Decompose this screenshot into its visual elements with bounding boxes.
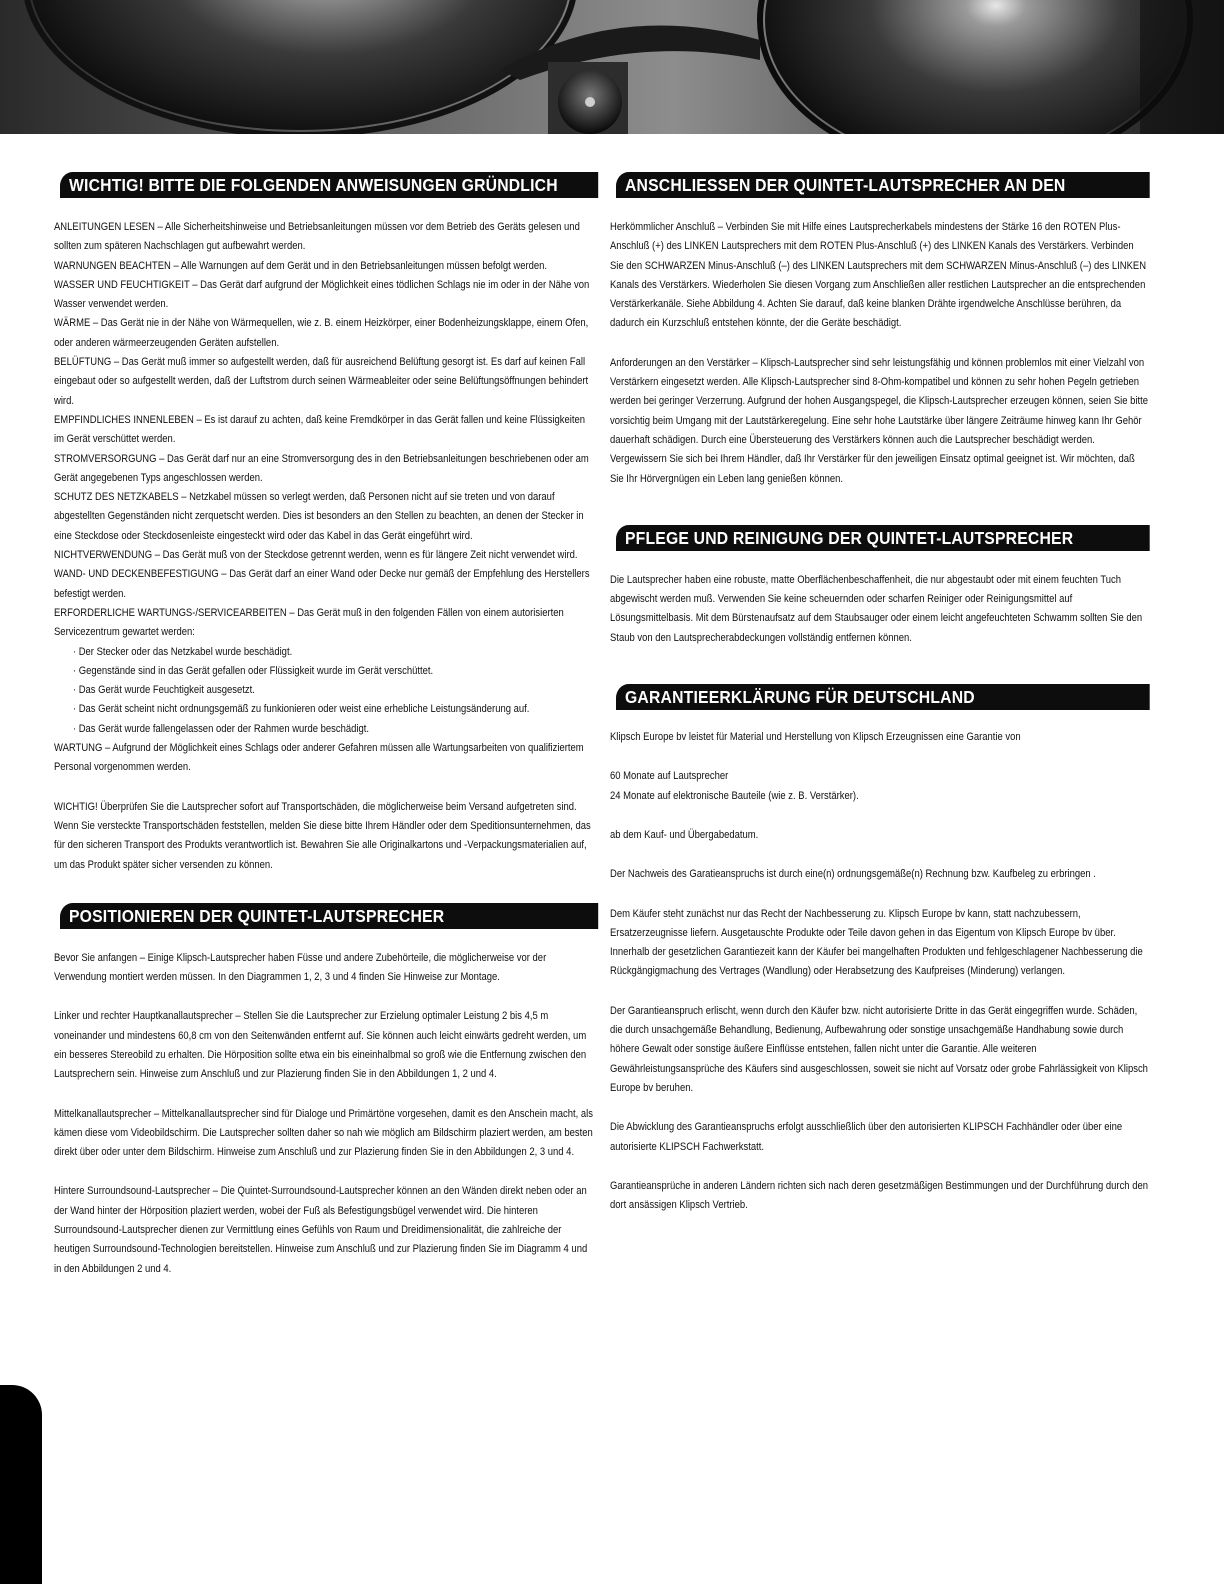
section-header-positionieren: POSITIONIEREN DER QUINTET-LAUTSPRECHER — [60, 903, 598, 929]
paragraph: Die Abwicklung des Garantieanspruchs erfolgt ausschließlich über den autorisierten KLIPSCH Fachhändler oder über eine autorisierte KLIPSCH Fachwerkstatt. — [610, 1121, 1123, 1153]
paragraph: Herkömmlicher Anschluß – Verbinden Sie mit Hilfe eines Lautsprecherkabels mindestens der Stärke 16 den ROTEN Plus-Anschluß (+) des LINKEN Lautsprechers mit dem ROTEN Plus-Anschluß (+) des LINKEN Kanals des Verstärkers. Verbinden Sie den SCHWARZEN Minus-Anschluß (–) des LINKEN Lautsprechers mit dem SCHWARZEN Minus-Anschluß (–) des LINKEN Kanals des Verstärkers. Wiederholen Sie diesen Vorgang zum Anschließen aller restlichen Lautsprecher an die entsprechenden Verstärkerkanäle. Siehe Abbildung 4. Achten Sie darauf, daß keine blanken Drähte irgendwelche Anschlüsse berühren, da dadurch ein Kurzschluß entstehen könnte, der die Geräte beschädigt. — [610, 221, 1147, 330]
left-column — [54, 172, 598, 1279]
service-case-list — [54, 643, 597, 739]
list-item: · Das Gerät wurde Feuchtigkeit ausgesetzt. — [73, 681, 597, 700]
instruction-item: ERFORDERLICHE WARTUNGS-/SERVICEARBEITEN – Das Gerät muß in den folgenden Fällen von einem autorisierten Servicezentrum gewartet werden: — [54, 606, 564, 639]
care-text — [610, 571, 1149, 648]
right-column — [610, 172, 1150, 1215]
instruction-item: WASSER UND FEUCHTIGKEIT – Das Gerät darf aufgrund der Möglichkeit eines tödlichen Schlags nie im oder in der Nähe von Wasser verwendet werden. — [54, 278, 590, 311]
paragraph: Der Garantieanspruch erlischt, wenn durch den Käufer bzw. nicht autorisierte Dritte in das Gerät eingegriffen wurde. Schäden, die durch unsachgemäße Behandlung, Bedienung, Aufbewahrung oder sonstige unsachgemäße Handhabung sowie durch höhere Gewalt oder sonstige äußere Einflüsse entstehen, fallen nicht unter die Garantie. Alle weiteren Gewährleistungsansprüche des Käufers sind ausgeschlossen, soweit sie nicht auf Vorsatz oder grobe Fahrlässigkeit von Klipsch Europe bv beruhen. — [610, 1004, 1148, 1094]
list-item: · Gegenstände sind in das Gerät gefallen oder Flüssigkeit wurde im Gerät verschüttet. — [73, 662, 597, 681]
speaker-hero-image — [0, 0, 1224, 134]
instruction-item: WARTUNG – Aufgrund der Möglichkeit eines Schlags oder anderer Gefahren müssen alle Wartungsarbeiten von qualifiziertem Personal vorgenommen werden. — [54, 742, 584, 774]
instruction-item: SCHUTZ DES NETZKABELS – Netzkabel müssen so verlegt werden, daß Personen nicht auf sie treten und von darauf abgestellten Gegenständen nicht zerquetscht werden. Dies ist besonders an den Stellen zu beachten, an denen der Stecker in eine Steckdose oder Steckdosenleiste eingesteckt wird oder das Kabel in das Gerät eingeführt wird. — [54, 491, 584, 542]
list-item: · Der Stecker oder das Netzkabel wurde beschädigt. — [73, 643, 597, 662]
instruction-item: WÄRME – Das Gerät nie in der Nähe von Wärmequellen, wie z. B. einem Heizkörper, einer Bodenheizungsklappe, einem Ofen, oder anderen wärmeerzeugenden Geräten aufstellen. — [54, 317, 589, 349]
paragraph: Der Nachweis des Garatieanspruchs ist durch eine(n) ordnungsgemäße(n) Rechnung bzw. Kaufbeleg zu erbringen . — [610, 868, 1096, 881]
paragraph: Die Lautsprecher haben eine robuste, matte Oberflächenbeschaffenheit, die nur abgestaubt oder mit einem feuchten Tuch abgewischt werden muß. Verwenden Sie keine scheuernden oder scharfen Reiniger oder Reinigungsmittel auf Lösungsmittelbasis. Mit dem Bürstenaufsatz auf dem Staubsauger oder einem leicht angefeuchteten Schwamm sollten Sie den Staub von den Lautsprecherabdeckungen vollständig entfernen können. — [610, 573, 1143, 644]
section-header-wichtig: WICHTIG! BITTE DIE FOLGENDEN ANWEISUNGEN GRÜNDLICH LESEN! — [60, 172, 598, 198]
section-header-garantie: GARANTIEERKLÄRUNG FÜR DEUTSCHLAND — [616, 684, 1150, 710]
section-header-anschliessen: ANSCHLIESSEN DER QUINTET-LAUTSPRECHER AN DEN VERSTÄRKER — [616, 172, 1150, 198]
instruction-item: STROMVERSORGUNG – Das Gerät darf nur an eine Stromversorgung des in den Betriebsanleitungen beschriebenen oder am Gerät angegebenen Typs angeschlossen werden. — [54, 452, 589, 484]
paragraph: Anforderungen an den Verstärker – Klipsch-Lautsprecher sind sehr leistungsfähig und können problemlos mit einer Vielzahl von Verstärkern eingesetzt werden. Alle Klipsch-Lautsprecher sind 8-Ohm-kompatibel und können zu sehr hohen Pegeln getrieben werden bei geringer Verzerrung. Aufgrund der hohen Ausgangspegel, die Klipsch-Lautsprecher erzeugen können, seien Sie bitte vorsichtig beim Umgang mit der Lautstärkeregelung. Eine sehr hohe Lautstärke über längere Zeiträume hinweg kann Ihr Gehör dauerhaft schädigen. Durch eine Übersteuerung des Verstärkers können auch die Lautsprecher beschädigt werden. Vergewissern Sie sich bei Ihrem Händler, daß Ihr Verstärker für den jeweiligen Einsatz optimal geeignet ist. Wir möchten, daß Sie Ihr Hörvergnügen ein Leben lang genießen können. — [610, 356, 1149, 485]
paragraph: Mittelkanallautsprecher – Mittelkanallautsprecher sind für Dialoge und Primärtöne vorgesehen, damit es den Anschein macht, als kämen diese vom Videobildschirm. Die Lautsprecher sollten daher so nah wie möglich am Bildschirm plaziert werden, am besten direkt über oder unter dem Bildschirm. Hinweise zum Anschluß und zur Plazierung finden Sie in den Abbildungen 2, 3 und 4. — [54, 1107, 593, 1159]
warranty-period: 24 Monate auf elektronische Bauteile (wie z. B. Verstärker). — [610, 789, 859, 802]
paragraph: Hintere Surroundsound-Lautsprecher – Die Quintet-Surroundsound-Lautsprecher können an den Wänden direkt neben oder an der Wand hinter der Hörposition plaziert werden, wobei der Fuß als Befestigungsbügel verwendet wird. Die hinteren Surroundsound-Lautsprecher dienen zur Vermittlung eines Gefühls von Raum und Dreidimensionalität, die zahlreiche der heutigen Surroundsound-Technologien bereitstellen. Hinweise zum Anschluß und zur Plazierung finden Sie im Diagramm 4 und in den Abbildungen 2 und 4. — [54, 1185, 588, 1275]
transport-notice: WICHTIG! Überprüfen Sie die Lautsprecher sofort auf Transportschäden, die möglicherweise beim Versand aufgetreten sind. Wenn Sie versteckte Transportschäden feststellen, melden Sie diese bitte Ihrem Händler oder dem Speditionsunternehmen, das für den sicheren Transport des Produkts verantwortlich ist. Bewahren Sie alle Originalkartons und -Verpackungsmaterialien auf, um das Produkt später sicher versenden zu können. — [54, 800, 591, 871]
instruction-item: ANLEITUNGEN LESEN – Alle Sicherheitshinweise und Betriebsanleitungen müssen vor dem Betrieb des Geräts gelesen und sollten zum späteren Nachschlagen gut aufbewahrt werden. — [54, 221, 580, 253]
paragraph: Garantieansprüche in anderen Ländern richten sich nach deren gesetzmäßigen Bestimmungen und der Durchführung durch den dort ansässigen Klipsch Vertrieb. — [610, 1179, 1148, 1212]
section-header-pflege: PFLEGE UND REINIGUNG DER QUINTET-LAUTSPRECHER — [616, 525, 1150, 551]
page-corner-tab — [0, 1385, 42, 1584]
instruction-item: BELÜFTUNG – Das Gerät muß immer so aufgestellt werden, daß für ausreichend Belüftung gesorgt ist. Es darf auf keinen Fall eingebaut oder so aufgestellt werden, daß der Luftstrom durch seinen Wärmeableiter oder seine Belüftungsöffnungen behindert wird. — [54, 356, 589, 407]
warranty-text — [610, 728, 1149, 1215]
instruction-item: WARNUNGEN BEACHTEN – Alle Warnungen auf dem Gerät und in den Betriebsanleitungen müssen befolgt werden. — [54, 259, 548, 272]
paragraph: ab dem Kauf- und Übergabedatum. — [610, 828, 759, 841]
safety-instructions — [54, 218, 597, 875]
paragraph: Linker und rechter Hauptkanallautsprecher – Stellen Sie die Lautsprecher zur Erzielung optimaler Leistung 2 bis 4,5 m voneinander und mindestens 60,8 cm von den Seitenwänden entfernt auf. Sie können auch leicht einwärts gedreht werden, um ein besseres Stereobild zu erhalten. Die Hörposition sollte etwa ein bis eineinhalbmal so groß wie die Entfernung zwischen den Lautsprechern sein. Hinweise zum Anschluß und zur Plazierung finden Sie in den Abbildungen 1, 2 und 4. — [54, 1010, 587, 1081]
instruction-item: NICHTVERWENDUNG – Das Gerät muß von der Steckdose getrennt werden, wenn es für längere Zeit nicht verwendet wird. — [54, 549, 578, 562]
paragraph: Klipsch Europe bv leistet für Material und Herstellung von Klipsch Erzeugnissen eine Garantie von — [610, 731, 1021, 744]
instruction-item: EMPFINDLICHES INNENLEBEN – Es ist darauf zu achten, daß keine Fremdkörper in das Gerät fallen und keine Flüssigkeiten im Gerät verschüttet werden. — [54, 413, 586, 446]
paragraph: Dem Käufer steht zunächst nur das Recht der Nachbesserung zu. Klipsch Europe bv kann, statt nachzubessern, Ersatzerzeugnisse liefern. Ausgetauschte Produkte oder Teile davon gehen in das Eigentum von Klipsch Europe bv über. Innerhalb der gesetzlichen Garantiezeit kann der Käufer bei mangelhaften Produkten und fehlgeschlagener Nachbesserung die Rückgängigmachung des Vertrages (Wandlung) oder Herabsetzung des Kaufpreises (Minderung) verlangen. — [610, 907, 1143, 978]
paragraph: Bevor Sie anfangen – Einige Klipsch-Lautsprecher haben Füsse und andere Zubehörteile, die möglicherweise vor der Verwendung montiert werden müssen. In den Diagrammen 1, 2, 3 und 4 finden Sie Hinweise zur Montage. — [54, 951, 547, 984]
connection-text — [610, 218, 1149, 489]
list-item: · Das Gerät scheint nicht ordnungsgemäß zu funkionieren oder weist eine erhebliche Leistungsänderung auf. — [73, 700, 597, 719]
list-item: · Das Gerät wurde fallengelassen oder der Rahmen wurde beschädigt. — [73, 720, 597, 739]
instruction-item: WAND- UND DECKENBEFESTIGUNG – Das Gerät darf an einer Wand oder Decke nur gemäß der Empfehlung des Herstellers befestigt werden. — [54, 568, 590, 600]
warranty-period: 60 Monate auf Lautsprecher — [610, 770, 729, 783]
positioning-text — [54, 949, 597, 1279]
